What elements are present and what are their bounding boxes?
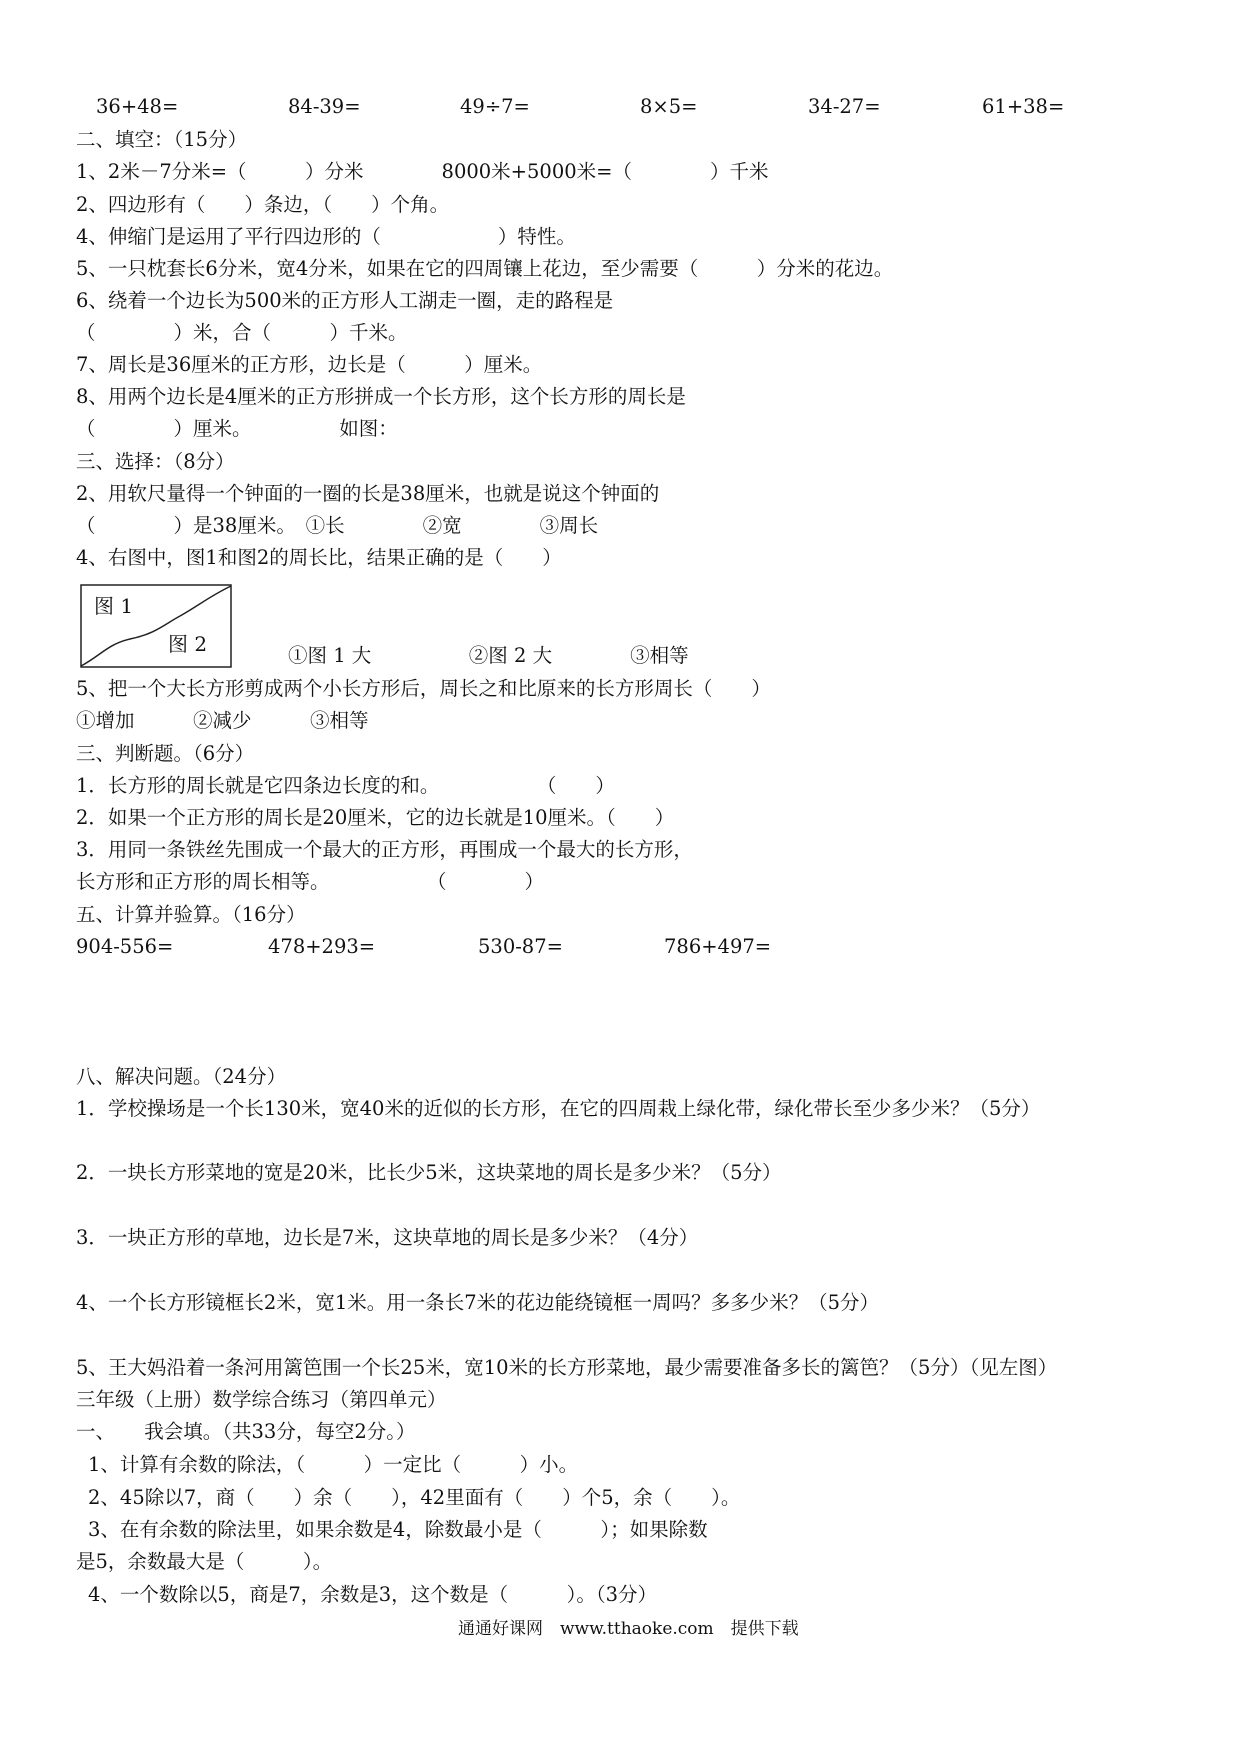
question-line: 是5，余数最大是（ ）。 bbox=[76, 1550, 333, 1573]
question-line: 7、周长是36厘米的正方形，边长是（ ）厘米。 bbox=[76, 353, 543, 376]
question-line: 4、一个数除以5，商是7，余数是3，这个数是（ ）。（3分） bbox=[88, 1583, 658, 1606]
question-line: 8、用两个边长是4厘米的正方形拼成一个长方形，这个长方形的周长是 bbox=[76, 385, 686, 408]
question-line: 1．长方形的周长就是它四条边长度的和。 （ ） bbox=[76, 774, 615, 797]
calc-item: 904-556= bbox=[76, 935, 174, 958]
figure-options: ①图 1 大 ②图 2 大 ③相等 bbox=[288, 644, 689, 667]
figure-label-1: 图 1 bbox=[94, 594, 134, 618]
question-line: ①增加 ②减少 ③相等 bbox=[76, 709, 369, 732]
arith-item: 84-39= bbox=[288, 95, 361, 118]
question-line: 6、绕着一个边长为500米的正方形人工湖走一圈，走的路程是 bbox=[76, 289, 614, 312]
question-line: 5、把一个大长方形剪成两个小长方形后，周长之和比原来的长方形周长（ ） bbox=[76, 677, 771, 700]
question-line: 5、王大妈沿着一条河用篱笆围一个长25米，宽10米的长方形菜地，最少需要准备多长的篱笆？（5分）（见左图） bbox=[76, 1356, 1058, 1379]
question-line: 长方形和正方形的周长相等。 （ ） bbox=[76, 870, 545, 893]
perimeter-figure bbox=[80, 584, 232, 668]
unit-title: 三年级（上册）数学综合练习（第四单元） bbox=[76, 1388, 447, 1411]
question-line: 3、在有余数的除法里，如果余数是4，除数最小是（ ）；如果除数 bbox=[88, 1518, 708, 1541]
question-line: 3．一块正方形的草地，边长是7米，这块草地的周长是多少米？（4分） bbox=[76, 1226, 699, 1249]
section-heading-judge: 三、判断题。（6分） bbox=[76, 742, 255, 765]
page-footer: 通通好课网 www.tthaoke.com 提供下载 bbox=[458, 1619, 799, 1639]
section-heading-solve: 八、解决问题。（24分） bbox=[76, 1065, 287, 1088]
question-line: 4、右图中，图1和图2的周长比，结果正确的是（ ） bbox=[76, 546, 562, 569]
question-line: 1．学校操场是一个长130米，宽40米的近似的长方形，在它的四周栽上绿化带，绿化带长至少多少米？（5分） bbox=[76, 1097, 1041, 1120]
question-line: 2、四边形有（ ）条边，（ ）个角。 bbox=[76, 193, 450, 216]
question-line: 2．如果一个正方形的周长是20厘米，它的边长就是10厘米。（ ） bbox=[76, 806, 675, 829]
arith-item: 36+48= bbox=[96, 95, 179, 118]
question-line: 2、45除以7，商（ ）余（ ），42里面有（ ）个5，余（ ）。 bbox=[88, 1486, 741, 1509]
question-line: （ ）厘米。 如图： bbox=[76, 417, 398, 440]
section-heading-calc: 五、计算并验算。（16分） bbox=[76, 903, 306, 926]
calc-item: 478+293= bbox=[268, 935, 376, 958]
question-line: 3．用同一条铁丝先围成一个最大的正方形，再围成一个最大的长方形， bbox=[76, 838, 693, 861]
figure-label-2: 图 2 bbox=[168, 632, 208, 656]
question-line: 4、一个长方形镜框长2米，宽1米。用一条长7米的花边能绕镜框一周吗？多多少米？（5分） bbox=[76, 1291, 880, 1314]
arith-item: 8×5= bbox=[640, 95, 698, 118]
section-heading-fill: 二、填空：（15分） bbox=[76, 128, 248, 151]
arith-item: 34-27= bbox=[808, 95, 881, 118]
calc-item: 786+497= bbox=[664, 935, 772, 958]
question-line: 2．一块长方形菜地的宽是20米，比长少5米，这块菜地的周长是多少米？（5分） bbox=[76, 1161, 782, 1184]
arith-item: 49÷7= bbox=[460, 95, 530, 118]
question-line: （ ）米，合（ ）千米。 bbox=[76, 321, 408, 344]
question-line: （ ）是38厘米。 ①长 ②宽 ③周长 bbox=[76, 514, 599, 537]
question-line: 4、伸缩门是运用了平行四边形的（ ）特性。 bbox=[76, 225, 576, 248]
section-heading-choice: 三、选择：（8分） bbox=[76, 450, 235, 473]
question-line: 1、2米－7分米=（ ）分米 8000米+5000米=（ ）千米 bbox=[76, 160, 769, 183]
calc-item: 530-87= bbox=[478, 935, 563, 958]
section-heading-unit4: 一、 我会填。（共33分，每空2分。） bbox=[76, 1420, 416, 1443]
question-line: 1、计算有余数的除法，（ ）一定比（ ）小。 bbox=[88, 1453, 579, 1476]
question-line: 5、一只枕套长6分米，宽4分米，如果在它的四周镶上花边，至少需要（ ）分米的花边。 bbox=[76, 257, 894, 280]
question-line: 2、用软尺量得一个钟面的一圈的长是38厘米，也就是说这个钟面的 bbox=[76, 482, 660, 505]
arith-item: 61+38= bbox=[982, 95, 1065, 118]
